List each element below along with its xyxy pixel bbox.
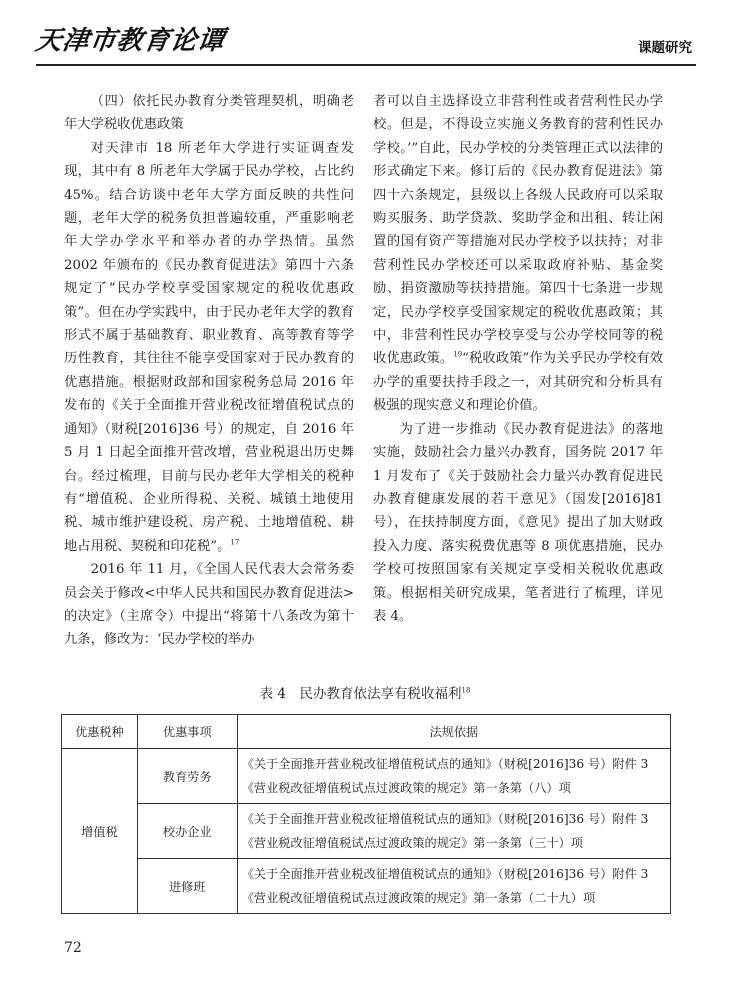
tax-benefit-table	[61, 714, 671, 914]
law-line: 《关于全面推开营业税改征增值税试点的通知》（财税[2016]36 号）附件 3	[241, 757, 649, 771]
paragraph	[64, 137, 354, 558]
law-line: 《营业税改征增值税试点过渡政策的规定》第一条第（八）项	[241, 781, 571, 795]
section-label: 课题研究	[638, 40, 692, 56]
paragraph: 为了进一步推动《民办教育促进法》的落地实施，鼓励社会力量兴办教育，国务院 2017 年 1 月发布了《关于鼓励社会力量兴办教育促进民办教育健康发展的若干意见》（国发[2016]81 号），在扶持制度方面，《意见》提出了加大财政投入力度、落实税费优惠等 8 项优惠措施，民办学校可按照国家有关规定享受相关税收优惠政策。根据相关研究成果，笔者进行了梳理，详见表 4。	[373, 421, 663, 624]
item-cell: 校办企业	[137, 804, 237, 859]
caption-text: 表 4 民办教育依法享有税收福利	[259, 686, 462, 702]
header-cell: 法规依据	[237, 715, 670, 749]
footnote-ref: 19	[453, 351, 463, 360]
table-row	[62, 749, 671, 804]
paragraph-text: 者可以自主选择设立非营利性或者营利性民办学校。但是，不得设立实施义务教育的营利性民办学校。’”自此，民办学校的分类管理正式以法律的形式确定下来。修订后的《民办教育促进法》第四十六条规定，县级以上各级人民政府可以采取购买服务、助学贷款、奖助学金和出租、转让闲置的国有资产等措施对民办学校予以扶持；对非营利性民办学校还可以采取政府补贴、基金奖励、捐资激励等扶持措施。第四十七条进一步规定，民办学校享受国家规定的税收优惠政策；其中，非营利性民办学校享受与公办学校同等的税收优惠政策。	[373, 94, 663, 367]
section-heading: （四）依托民办教育分类管理契机，明确老年大学税收优惠政策	[64, 94, 354, 133]
law-line: 《营业税改征增值税试点过渡政策的规定》第一条第（三十）项	[241, 836, 583, 850]
law-cell	[237, 749, 670, 804]
table-header-row	[62, 715, 671, 749]
footnote-ref: 17	[230, 538, 240, 547]
item-cell: 进修班	[137, 859, 237, 914]
law-line: 《关于全面推开营业税改征增值税试点的通知》（财税[2016]36 号）附件 3	[241, 867, 649, 881]
table-row	[62, 859, 671, 914]
tax-type-cell: 增值税	[62, 749, 138, 914]
page-number: 72	[64, 940, 82, 956]
masthead	[33, 20, 696, 64]
paragraph	[373, 90, 663, 418]
paragraph: 2016 年 11 月，《全国人民代表大会常务委员会关于修改<中华人民共和国民办教育促进法>的决定》（主席令）中提出“将第十八条改为第十九条，修改为：‘民办学校的举办	[64, 562, 354, 648]
paragraph-text: “税收政策”作为关乎民办学校有效办学的重要扶持手段之一，对其研究和分析具有极强的现实意义和理论价值。	[373, 351, 663, 414]
left-column	[64, 90, 354, 652]
header-rule	[36, 64, 696, 66]
right-column	[373, 90, 663, 628]
header-cell: 优惠税种	[62, 715, 138, 749]
header-cell: 优惠事项	[137, 715, 237, 749]
law-cell	[237, 804, 670, 859]
law-cell	[237, 859, 670, 914]
law-line: 《关于全面推开营业税改征增值税试点的通知》（财税[2016]36 号）附件 3	[241, 812, 649, 826]
paragraph-text: 对天津市 18 所老年大学进行实证调查发现，其中有 8 所老年大学属于民办学校，占比约 45%。结合访谈中老年大学方面反映的共性问题，老年大学的税务负担普遍较重，严重影响老年大学办学水平和举办者的办学热情。虽然 2002 年颁布的《民办教育促进法》第四十六条规定了“民办学校享受国家规定的税收优惠政策”。但在办学实践中，由于民办老年大学的教育形式不属于基础教育、职业教育、高等教育等学历性教育，其往往不能享受国家对于民办教育的优惠措施。根据财政部和国家税务总局 2016 年发布的《关于全面推开营业税改征增值税试点的通知》（财税[2016]36 号）的规定，自 2016 年 5 月 1 日起全面推开营改增，营业税退出历史舞台。经过梳理，目前与民办老年大学相关的税种有“增值税、企业所得税、关税、城镇土地使用税、城市维护建设税、房产税、土地增值税、耕地占用税、契税和印花税”。	[64, 140, 354, 554]
table-row	[62, 804, 671, 859]
law-line: 《营业税改征增值税试点过渡政策的规定》第一条第（二十九）项	[241, 891, 596, 905]
footnote-ref: 18	[461, 686, 471, 695]
table-caption	[0, 682, 730, 702]
item-cell: 教育劳务	[137, 749, 237, 804]
journal-logo: 天津市教育论谭	[33, 26, 227, 56]
